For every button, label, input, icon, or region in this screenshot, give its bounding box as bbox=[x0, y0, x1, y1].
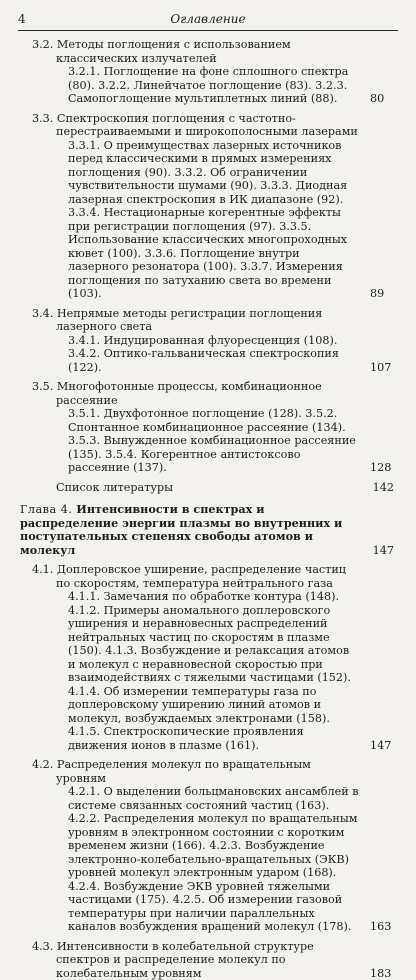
toc-entry: 3.3. Спектроскопия поглощения с частотно-перестраиваемыми и широкополосными лазерами 3.3.1. О преимуществах лазерных источников перед классическими в прямых измерениях поглощения (90). 3.3.2. Об ограничении чувствительности шумами (90). 3.3.3. Диодная лазерная спектроскопия в ИК диапазоне (92). 3.3.4. Нестационарные когерентные эффекты при регистрации поглощения (97). 3.3.5. Использование классических многопроходных кювет (100). 3.3.6. Поглощение внутри лазерного резонатора (100). 3.3.7. Измерения поглощения по затуханию света во времени (103). 89 bbox=[20, 112, 394, 301]
entry-title: Список литературы bbox=[56, 481, 173, 494]
toc-entry-references bbox=[20, 481, 394, 495]
entry-subsections: 3.5.1. Двухфотонное поглощение (128). 3.5.2. Спонтанное комбинационное рассеяние (134). 3.5.3. Вынужденное комбинационное рассеяние (135). 3.5.4. Когерентное антистоксово рассеяние (137). bbox=[56, 407, 360, 475]
entry-title: Интенсивности в колебательной структуре спектров и распределение молекул по колебательным уровням bbox=[56, 940, 314, 980]
entry-number: 3.4. bbox=[32, 307, 53, 320]
entry-title: Методы поглощения с использованием классических излучателей bbox=[56, 38, 291, 65]
entry-number: 4.2. bbox=[32, 758, 53, 771]
entry-title: Спектроскопия поглощения с частотно-перестраиваемыми и широкополосными лазерами bbox=[56, 112, 358, 139]
entry-subsections: 3.4.1. Индуцированная флуоресценция (108). 3.4.2. Оптико-гальваническая спектроскопия (122). bbox=[56, 334, 360, 375]
entry-subsections: 3.3.1. О преимуществах лазерных источников перед классическими в прямых измерениях поглощения (90). 3.3.2. Об ограничении чувствительности шумами (90). 3.3.3. Диодная лазерная спектроскопия в ИК диапазоне (92). 3.3.4. Нестационарные когерентные эффекты при регистрации поглощения (97). 3.3.5. Использование классических многопроходных кювет (100). 3.3.6. Поглощение внутри лазерного резонатора (100). 3.3.7. Измерения поглощения по затуханию света во времени (103). bbox=[56, 139, 360, 301]
running-header bbox=[18, 10, 398, 34]
entry-title: Распределения молекул по вращательным уровням bbox=[56, 758, 311, 785]
chapter-label: Глава 4. bbox=[20, 503, 72, 516]
page-number: 4 bbox=[18, 12, 26, 26]
chapter-page: 147 bbox=[373, 544, 394, 558]
toc-entry: 3.4. Непрямые методы регистрации поглощения лазерного света 3.4.1. Индуцированная флуоресценция (108). 3.4.2. Оптико-гальваническая спектроскопия (122). 107 bbox=[20, 307, 394, 375]
header-rule bbox=[18, 30, 398, 31]
entry-title: Многофотонные процессы, комбинационное рассеяние bbox=[56, 380, 322, 407]
toc-entry: 4.3. Интенсивности в колебательной структуре спектров и распределение молекул по колебательным уровням 183 bbox=[20, 940, 394, 980]
entry-page: 142 bbox=[373, 481, 394, 495]
entry-number: 3.5. bbox=[32, 380, 53, 393]
toc-entry: 3.5. Многофотонные процессы, комбинационное рассеяние 3.5.1. Двухфотонное поглощение (128). 3.5.2. Спонтанное комбинационное рассеяние (134). 3.5.3. Вынужденное комбинационное рассеяние (135). 3.5.4. Когерентное антистоксово рассеяние (137). 128 bbox=[20, 380, 394, 475]
entry-number: 3.2. bbox=[32, 38, 53, 51]
toc-entry: 4.2. Распределения молекул по вращательным уровням 4.2.1. О выделении больцмановских ансамблей в системе связанных состояний частиц (163). 4.2.2. Распределения молекул по вращательным уровням в электронном состоянии с коротким временем жизни (166). 4.2.3. Возбуждение электронно-колебательно-вращательных (ЭКВ) уровней молекул электронным ударом (168). 4.2.4. Возбуждение ЭКВ уровней тяжелыми частицами (175). 4.2.5. Об измерении газовой температуры при наличии параллельных каналов возбуждения вращений молекул (178). 163 bbox=[20, 758, 394, 934]
chapter-heading bbox=[20, 503, 394, 557]
entry-title: Доплеровское уширение, распределение частиц по скоростям, температура нейтрального газа bbox=[56, 563, 346, 590]
toc-entry: 3.2. Методы поглощения с использованием классических излучателей 3.2.1. Поглощение на фоне сплошного спектра (80). 3.2.2. Линейчатое поглощение (83). 3.2.3. Самопоглощение мультиплетных линий (88). 80 bbox=[20, 38, 394, 106]
running-title: Оглавление bbox=[18, 12, 398, 26]
table-of-contents bbox=[20, 38, 394, 980]
chapter-title: Интенсивности в спектрах и распределение энергии плазмы во внутренних и поступательных степенях свободы атомов и молекул bbox=[20, 502, 342, 557]
entry-subsections: 4.1.1. Замечания по обработке контура (148). 4.1.2. Примеры аномального доплеровского уширения и неравновесных распределений нейтральных частиц по скоростям в плазме (150). 4.1.3. Возбуждение и релаксация атомов и молекул с неравновесной скоростью при взаимодействиях с тяжелыми частицами (152). 4.1.4. Об измерении температуры газа по доплеровскому уширению линий атомов и молекул, возбуждаемых электронами (158). 4.1.5. Спектроскопические проявления движения ионов в плазме (161). bbox=[56, 590, 360, 752]
entry-title: Непрямые методы регистрации поглощения лазерного света bbox=[56, 307, 322, 334]
entry-number: 4.1. bbox=[32, 563, 53, 576]
toc-entry: 4.1. Доплеровское уширение, распределение частиц по скоростям, температура нейтрального газа 4.1.1. Замечания по обработке контура (148). 4.1.2. Примеры аномального доплеровского уширения и неравновесных распределений нейтральных частиц по скоростям в плазме (150). 4.1.3. Возбуждение и релаксация атомов и молекул с неравновесной скоростью при взаимодействиях с тяжелыми частицами (152). 4.1.4. Об измерении температуры газа по доплеровскому уширению линий атомов и молекул, возбуждаемых электронами (158). 4.1.5. Спектроскопические проявления движения ионов в плазме (161). 147 bbox=[20, 563, 394, 752]
entry-number: 4.3. bbox=[32, 940, 53, 953]
entry-subsections: 4.2.1. О выделении больцмановских ансамблей в системе связанных состояний частиц (163). 4.2.2. Распределения молекул по вращательным уровням в электронном состоянии с коротким временем жизни (166). 4.2.3. Возбуждение электронно-колебательно-вращательных (ЭКВ) уровней молекул электронным ударом (168). 4.2.4. Возбуждение ЭКВ уровней тяжелыми частицами (175). 4.2.5. Об измерении газовой температуры при наличии параллельных каналов возбуждения вращений молекул (178). bbox=[56, 785, 360, 934]
entry-subsections: 3.2.1. Поглощение на фоне сплошного спектра (80). 3.2.2. Линейчатое поглощение (83). 3.2.3. Самопоглощение мультиплетных линий (88). bbox=[56, 65, 360, 106]
entry-number: 3.3. bbox=[32, 112, 53, 125]
